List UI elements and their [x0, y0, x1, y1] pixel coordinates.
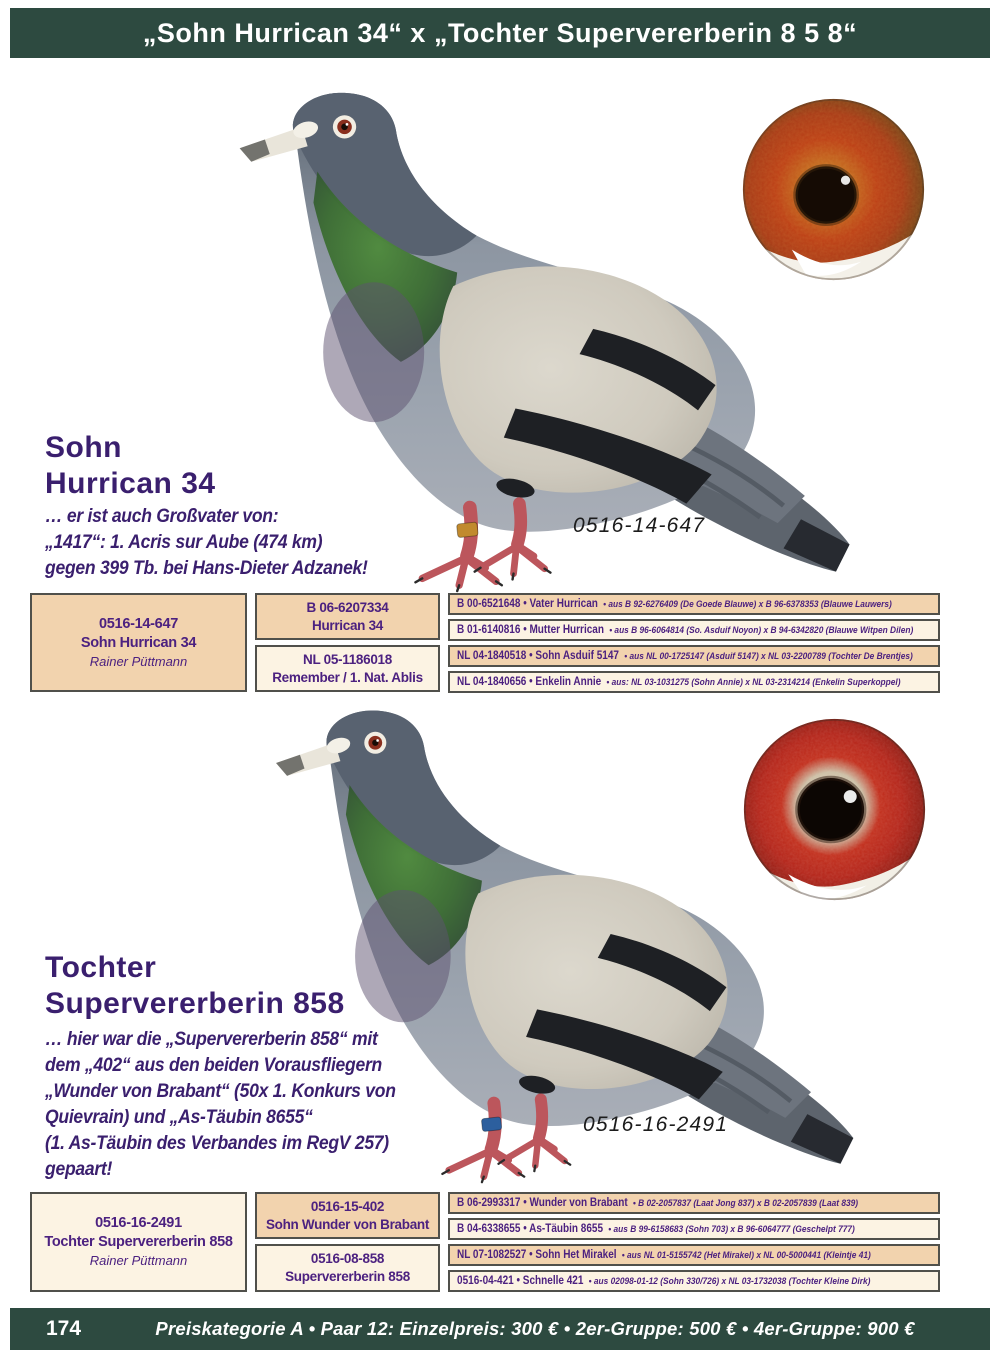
subject-breeder: Rainer Püttmann	[89, 653, 188, 669]
description-line: „Wunder von Brabant“ (50x 1. Konkurs von	[45, 1080, 396, 1102]
gp-ring-name: NL 04-1840518 • Sohn Asduif 5147	[457, 650, 619, 662]
pedigree-subject-box	[30, 593, 247, 692]
pedigree-subject-box	[30, 1192, 247, 1292]
grandparent-row	[448, 593, 940, 615]
description-line: gepaart!	[45, 1158, 113, 1180]
gp-detail: • B 02-2057837 (Laat Jong 837) x B 02-2057839 (Laat 839)	[632, 1198, 859, 1209]
parent-ring: B 06-6207334	[306, 599, 389, 615]
description-line: (1. As-Täubin des Verbandes im RegV 257)	[45, 1132, 389, 1154]
grandparent-row	[448, 1218, 940, 1240]
parent-box-dam	[255, 645, 440, 692]
gp-detail: • aus B 96-6064814 (So. Asduif Noyon) x B 94-6342820 (Blauwe Witpen Dilen)	[609, 625, 914, 636]
gp-ring-name: B 01-6140816 • Mutter Hurrican	[457, 624, 604, 636]
gp-ring-name: 0516-04-421 • Schnelle 421	[457, 1275, 584, 1287]
description-line: … hier war die „Supervererberin 858“ mit	[45, 1028, 378, 1050]
photo-caption-2: 0516-16-2491	[583, 1113, 729, 1136]
subject-ring: 0516-16-2491	[95, 1215, 182, 1231]
description-line: Quievrain) und „As-Täubin 8655“	[45, 1106, 313, 1128]
grandparent-row	[448, 619, 940, 641]
section-2-title: Tochter Supervererberin 858	[45, 951, 345, 1020]
page-header	[10, 8, 990, 58]
gp-ring-name: B 06-2993317 • Wunder von Brabant	[457, 1197, 628, 1209]
parent-name: Hurrican 34	[312, 617, 383, 633]
eye-photo-1	[741, 97, 926, 282]
description-line: dem „402“ aus den beiden Vorausfliegern	[45, 1054, 383, 1076]
gp-ring-name: B 04-6338655 • As-Täubin 8655	[457, 1223, 604, 1235]
gp-ring-name: NL 07-1082527 • Sohn Het Mirakel	[457, 1249, 617, 1261]
subject-name: Tochter Supervererberin 858	[44, 1234, 233, 1250]
gp-detail: • aus NL 00-1725147 (Asduif 5147) x NL 03-2200789 (Tochter De Brentjes)	[624, 651, 913, 662]
gp-detail: • aus B 92-6276409 (De Goede Blauwe) x B 96-6378353 (Blauwe Lauwers)	[603, 599, 892, 610]
description-line: gegen 399 Tb. bei Hans-Dieter Adzanek!	[45, 557, 368, 579]
parent-ring: 0516-08-858	[310, 1251, 385, 1266]
grandparent-row	[448, 1270, 940, 1292]
header-title: „Sohn Hurrican 34“ x „Tochter Supervererberin 8 5 8“	[142, 17, 858, 48]
parent-name: Sohn Wunder von Brabant	[265, 1216, 430, 1232]
grandparent-row	[448, 1244, 940, 1266]
gp-detail: • aus B 99-6158683 (Sohn 703) x B 96-6064777 (Geschelpt 777)	[608, 1224, 855, 1235]
gp-detail: • aus 02098-01-12 (Sohn 330/726) x NL 03-1732038 (Tochter Kleine Dirk)	[588, 1276, 871, 1287]
parent-name: Supervererberin 858	[285, 1269, 410, 1284]
eye-photo-2	[742, 717, 927, 902]
parent-ring: 0516-15-402	[310, 1198, 385, 1214]
gp-ring-name: B 00-6521648 • Vater Hurrican	[457, 598, 598, 610]
footer-bar	[10, 1308, 990, 1350]
page-number: 174	[46, 1317, 82, 1340]
photo-caption-1: 0516-14-647	[573, 514, 706, 537]
grandparent-row	[448, 645, 940, 667]
section-2-description	[45, 1026, 396, 1182]
grandparent-row	[448, 671, 940, 693]
parent-box-dam	[255, 1244, 440, 1292]
price-line: Preiskategorie A • Paar 12: Einzelpreis: 300 € • 2er-Gruppe: 500 € • 4er-Gruppe: 900 €	[155, 1318, 915, 1339]
section-1-description	[45, 503, 368, 581]
parent-box-sire	[255, 593, 440, 640]
gp-detail: • aus: NL 03-1031275 (Sohn Annie) x NL 03-2314214 (Enkelin Superkoppel)	[606, 677, 901, 688]
parent-box-sire	[255, 1192, 440, 1239]
description-line: „1417“: 1. Acris sur Aube (474 km)	[45, 531, 323, 553]
description-line: … er ist auch Großvater von:	[45, 505, 279, 527]
parent-ring: NL 05-1186018	[303, 651, 392, 667]
gp-ring-name: NL 04-1840656 • Enkelin Annie	[457, 676, 602, 688]
gp-detail: • aus NL 01-5155742 (Het Mirakel) x NL 00-5000441 (Kleintje 41)	[621, 1250, 871, 1261]
subject-name: Sohn Hurrican 34	[80, 634, 197, 651]
subject-breeder: Rainer Püttmann	[89, 1253, 188, 1268]
section-1-title: Sohn Hurrican 34	[45, 431, 216, 500]
grandparent-row	[448, 1192, 940, 1214]
parent-name: Remember / 1. Nat. Ablis	[272, 669, 423, 685]
subject-ring: 0516-14-647	[99, 615, 178, 632]
